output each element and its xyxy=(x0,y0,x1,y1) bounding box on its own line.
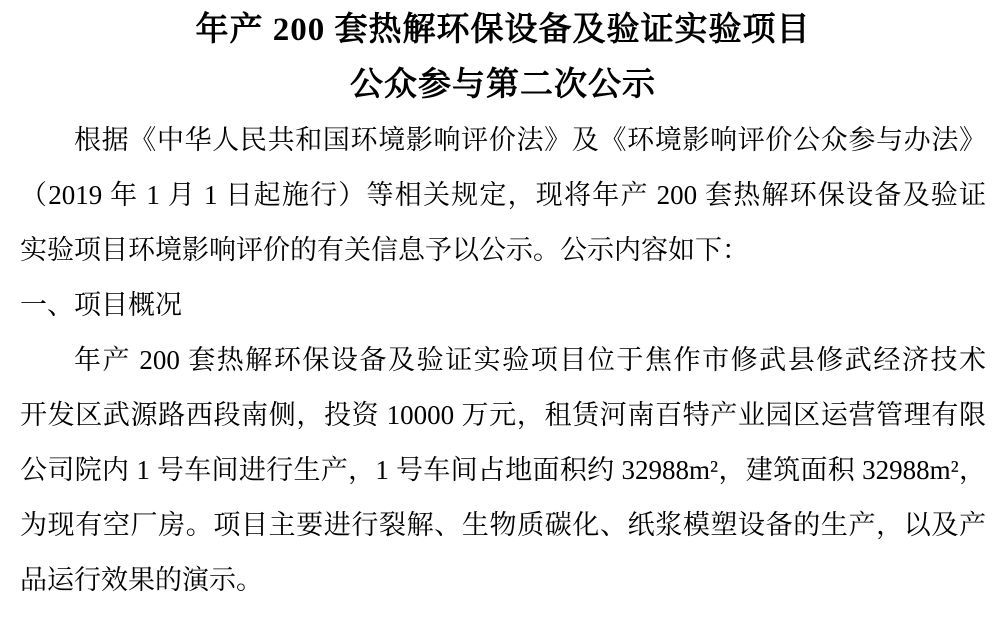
paragraph-first-line: 根据《中华人民共和国环境影响评价法》及《环境影响评价公众参与办法》 xyxy=(74,125,986,155)
paragraph-first-line: 年产 200 套热解环保设备及验证实验项目位于焦作市修武县修武经济技术 xyxy=(74,345,986,375)
paragraph-line: 开发区武源路西段南侧，投资 10000 万元，租赁河南百特产业园区运营管理有限 xyxy=(20,400,986,430)
document-title-line-1: 年产 200 套热解环保设备及验证实验项目 xyxy=(195,12,811,48)
section-heading: 一、项目概况 xyxy=(20,290,182,320)
paragraph-last-line: 品运行效果的演示。 xyxy=(20,565,263,595)
paragraph-last-line: 实验项目环境影响评价的有关信息予以公示。公示内容如下： xyxy=(20,235,749,265)
paragraph-line: 公司院内 1 号车间进行生产，1 号车间占地面积约 32988m²，建筑面积 32988m²， xyxy=(20,455,986,485)
document-title xyxy=(20,3,986,113)
paragraph-line: （2019 年 1 月 1 日起施行）等相关规定，现将年产 200 套热解环保设备及验证 xyxy=(20,180,986,210)
document-body xyxy=(20,113,986,608)
document-title-line-2: 公众参与第二次公示 xyxy=(350,67,656,103)
paragraph-line: 为现有空厂房。项目主要进行裂解、生物质碳化、纸浆模塑设备的生产，以及产 xyxy=(20,510,986,540)
